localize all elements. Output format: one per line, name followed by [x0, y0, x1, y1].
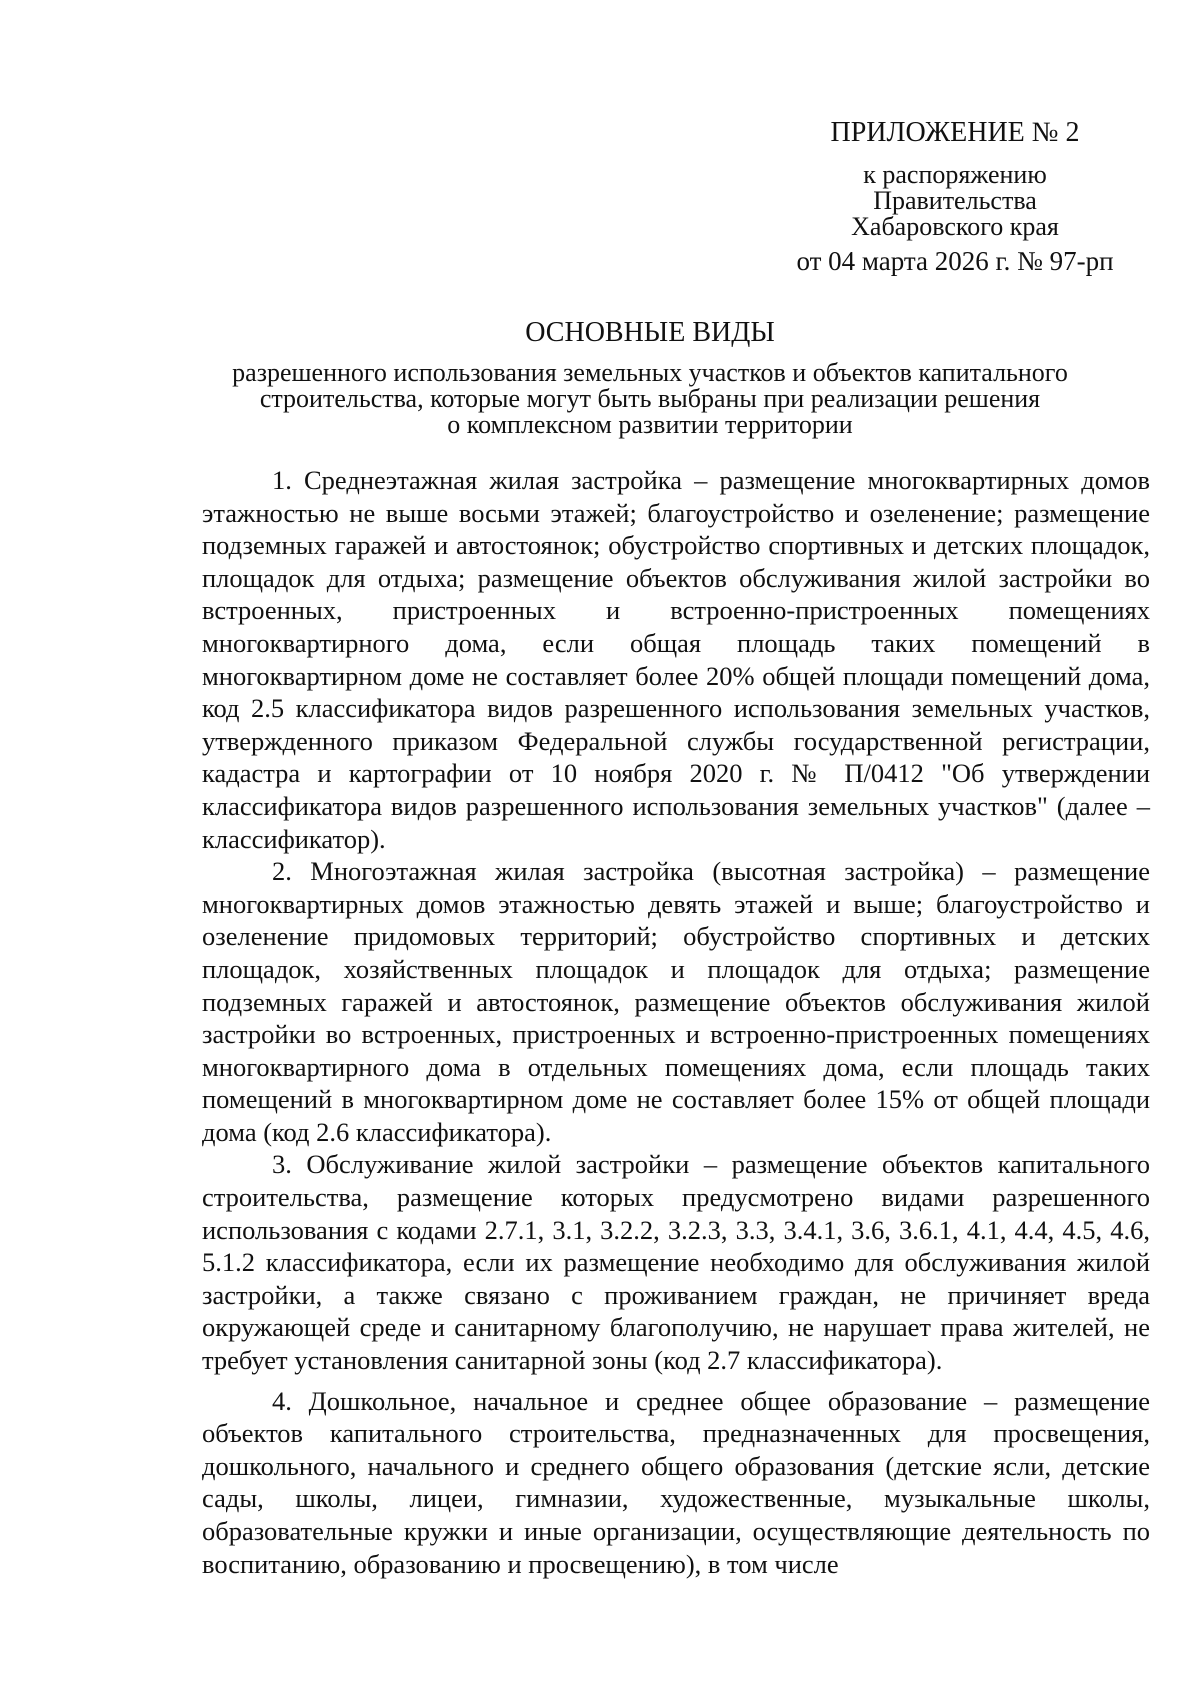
- subtitle-line: строительства, которые могут быть выбраны при реализации решения: [259, 384, 1041, 413]
- attachment-ref-line: Хабаровского края: [851, 212, 1059, 241]
- attachment-ref-line: Правительства: [873, 186, 1037, 215]
- paragraph-4: 4. Дошкольное, начальное и среднее общее образование – размещение объектов капитального строительства, предназначенных для просвещения, дошкольного, начального и среднего общего образования (детские ясли, детские сады, школы, лицеи, гимназии, художественные, музыкальные школы, образовательные кружки и иные организации, осуществляющие деятельность по воспитанию, образованию и просвещению), в том числе: [202, 1385, 1150, 1579]
- document-body: [202, 464, 1150, 1580]
- attachment-date: от 04 марта 2026 г. № 97-рп: [796, 246, 1114, 276]
- paragraph-3: 3. Обслуживание жилой застройки – размещение объектов капитального строительства, размещение которых предусмотрено видами разрешенного использования с кодами 2.7.1, 3.1, 3.2.2, 3.2.3, 3.3, 3.4.1, 3.6, 3.6.1, 4.1, 4.4, 4.5, 4.6, 5.1.2 классификатора, если их размещение необходимо для обслуживания жилой застройки, а также связано с проживанием граждан, не причиняет вреда окружающей среде и санитарному благополучию, не нарушает права жителей, не требует установления санитарной зоны (код 2.7 классификатора).: [202, 1149, 1150, 1376]
- attachment-title: ПРИЛОЖЕНИЕ № 2: [830, 117, 1080, 148]
- attachment-reference: [770, 162, 1140, 240]
- paragraph-1: 1. Среднеэтажная жилая застройка – размещение многоквартирных домов этажностью не выше восьми этажей; благоустройство и озеленение; размещение подземных гаражей и автостоянок; обустройство спортивных и детских площадок, площадок для отдыха; размещение объектов обслуживания жилой застройки во встроенных, пристроенных и встроенно-пристроенных помещениях многоквартирного дома, если общая площадь таких помещений в многоквартирном доме не составляет более 20% общей площади помещений дома, код 2.5 классификатора видов разрешенного использования земельных участков, утвержденного приказом Федеральной службы государственной регистрации, кадастра и картографии от 10 ноября 2020 г. № П/0412 "Об утверждении классификатора видов разрешенного использования земельных участков" (далее – классификатор).: [202, 465, 1150, 854]
- attachment-ref-line: к распоряжению: [863, 160, 1047, 189]
- document-subtitle: [200, 360, 1100, 438]
- document-title: ОСНОВНЫЕ ВИДЫ: [525, 317, 775, 348]
- subtitle-line: разрешенного использования земельных участков и объектов капитального: [232, 358, 1068, 387]
- subtitle-line: о комплексном развитии территории: [447, 410, 853, 439]
- paragraph-2: 2. Многоэтажная жилая застройка (высотная застройка) – размещение многоквартирных домов этажностью девять этажей и выше; благоустройство и озеленение придомовых территорий; обустройство спортивных и детских площадок, хозяйственных площадок и площадок для отдыха; размещение подземных гаражей и автостоянок, размещение объектов обслуживания жилой застройки во встроенных, пристроенных и встроенно-пристроенных помещениях многоквартирного дома в отдельных помещениях дома, если площадь таких помещений в многоквартирном доме не составляет более 15% от общей площади дома (код 2.6 классификатора).: [202, 856, 1150, 1147]
